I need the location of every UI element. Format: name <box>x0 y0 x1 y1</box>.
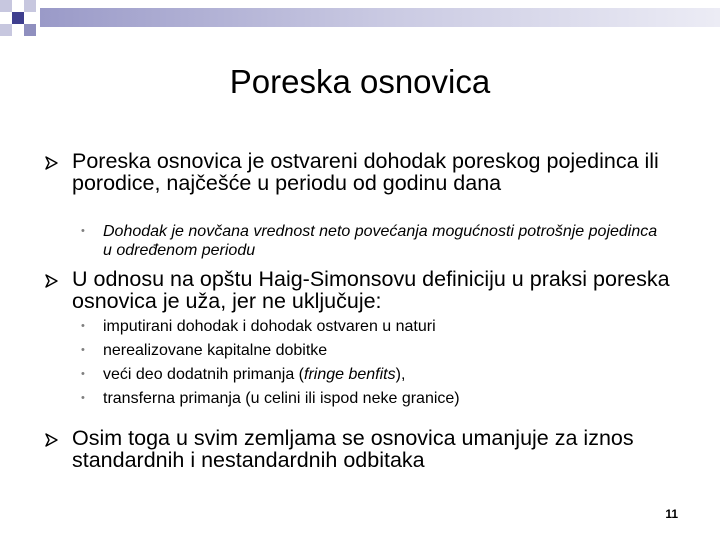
bullet-main-text: Poreska osnovica je ostvareni dohodak poreskog pojedinca ili porodice, najčešće u periodu od godinu dana <box>72 149 659 195</box>
arrow-bullet-icon <box>44 274 58 288</box>
sub-bullet-dot-icon: • <box>81 225 85 237</box>
arrow-bullet-icon <box>44 156 58 170</box>
sub-bullet-text-run: ), <box>395 366 406 383</box>
sub-bullet-dot-icon: • <box>81 344 85 356</box>
sub-bullet-text-run: veći deo dodatnih primanja ( <box>103 366 305 383</box>
sub-bullet-dot-icon: • <box>81 368 85 380</box>
sub-bullet-text <box>103 365 663 384</box>
bullet-main-text: U odnosu na opštu Haig-Simonsovu definiciju u praksi poreska osnovica je uža, jer ne uključuje: <box>72 267 670 313</box>
arrow-bullet-icon <box>44 433 58 447</box>
sub-bullet-dot-icon: • <box>81 320 85 332</box>
sub-bullet-text-run: imputirani dohodak i dohodak ostvaren u naturi <box>103 318 436 335</box>
bullet-main-text: Osim toga u svim zemljama se osnovica umanjuje za iznos standardnih i nestandardnih odbitaka <box>72 426 634 472</box>
sub-bullet-text-run: nerealizovane kapitalne dobitke <box>103 342 328 359</box>
decorative-header-squares <box>0 0 720 50</box>
sub-bullet-text <box>103 389 663 408</box>
sub-bullet-dot-icon: • <box>81 392 85 404</box>
sub-bullet-text-run: fringe benfits <box>304 366 396 383</box>
sub-bullet-text-run: Dohodak je novčana vrednost neto povećanja mogućnosti potrošnje pojedinca u određenom periodu <box>103 223 658 259</box>
slide-title: Poreska osnovica <box>229 63 491 100</box>
sub-bullet-text <box>103 222 663 260</box>
sub-bullet-text-run: transferna primanja (u celini ili ispod neke granice) <box>103 390 460 407</box>
sub-bullet-text <box>103 317 663 336</box>
page-number: 11 <box>665 507 678 521</box>
sub-bullet-text <box>103 341 663 360</box>
